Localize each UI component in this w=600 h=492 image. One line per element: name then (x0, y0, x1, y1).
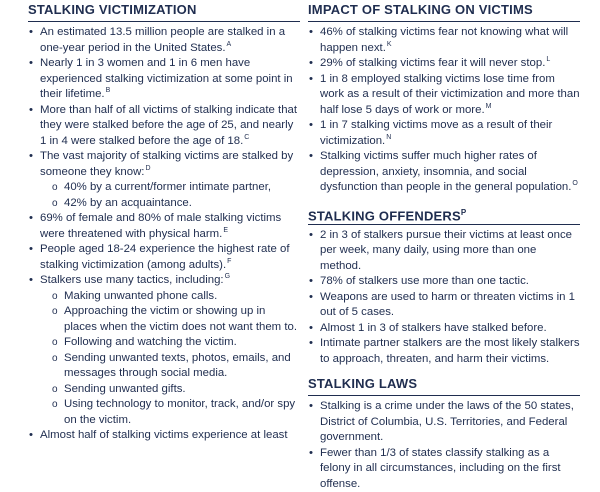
list-item: • 78% of stalkers use more than one tactic. (308, 274, 580, 290)
list-item: • Nearly 1 in 3 women and 1 in 6 men have experienced stalking victimization at some point in their lifetime.$^B$ (28, 56, 300, 103)
list-item: • 69% of female and 80% of male stalking victims were threatened with physical harm.$^E$ (28, 211, 300, 242)
list-item: • Stalking victims suffer much higher rates of depression, anxiety, insomnia, and social dysfunction than people in the general population.$^O$ (308, 149, 580, 196)
list-item: • More than half of all victims of stalking indicate that they were stalked before the age of 25, and nearly 1 in 4 were stalked before the age of 18.$^C$ (28, 103, 300, 150)
list-item: • Almost 1 in 3 of stalkers have stalked before. (308, 321, 580, 337)
known-relationship-sublist (40, 180, 300, 211)
list-item: • 29% of stalking victims fear it will never stop.$^L$ (308, 56, 580, 72)
laws-list (308, 399, 580, 492)
offenders-header (308, 203, 580, 225)
list-item: • 1 in 8 employed stalking victims lose time from work as a result of their victimization and more than half lose 5 days of work or more.$^M$ (308, 72, 580, 119)
offenders-title: STALKING $OFFENDERS^P$ (308, 203, 580, 225)
sub-list-item: o Approaching the victim or showing up in places when the victim does not want them to. (52, 304, 300, 335)
sub-list-item: o Following and watching the victim. (52, 335, 300, 351)
list-item: • Stalkers use many tactics, including:$^G$ o Making unwanted phone calls. o Approaching the victim or showing up in places when the victim does not want them to. o Following and watching the victim. o Sending unwanted texts, photos, emails, and messages through social media. o Sending unwanted gifts. o Using technology to monitor, track, and/or spy on the victim. (28, 273, 300, 428)
victimization-list (28, 25, 300, 444)
laws-header (308, 374, 580, 396)
list-item: • 2 in 3 of stalkers pursue their victims at least once per week, many daily, using more than one method. (308, 228, 580, 275)
offenders-list (308, 228, 580, 368)
victimization-title: STALKING VICTIMIZATION (28, 0, 300, 19)
right-column (308, 0, 580, 492)
list-item: • An estimated 13.5 million people are stalked in a one-year period in the United States.$^A$ (28, 25, 300, 56)
sub-list-item: o Making unwanted phone calls. (52, 289, 300, 305)
sub-list-item: o Sending unwanted gifts. (52, 382, 300, 398)
impact-header (308, 0, 580, 22)
list-item: • Fewer than 1/3 of states classify stalking as a felony in all circumstances, including on the first offense. (308, 446, 580, 492)
sub-list-item: o 40% by a current/former intimate partner, (52, 180, 300, 196)
list-item: • People aged 18-24 experience the highest rate of stalking victimization (among adults).$^F$ (28, 242, 300, 273)
sub-list-item: o 42% by an acquaintance. (52, 196, 300, 212)
list-item: • Stalking is a crime under the laws of the 50 states, District of Columbia, U.S. Territories, and Federal government. (308, 399, 580, 446)
list-item: • 1 in 7 stalking victims move as a result of their victimization.$^N$ (308, 118, 580, 149)
victimization-header (28, 0, 300, 22)
left-column (28, 0, 300, 444)
impact-title: IMPACT OF STALKING ON VICTIMS (308, 0, 580, 19)
tactics-sublist (40, 289, 300, 429)
list-item: • The vast majority of stalking victims are stalked by someone they know:$^D$ o 40% by a current/former intimate partner, o 42% by an acquaintance. (28, 149, 300, 211)
list-item: • 46% of stalking victims fear not knowing what will happen next.$^K$ (308, 25, 580, 56)
laws-title: STALKING LAWS (308, 374, 580, 393)
sub-list-item: o Sending unwanted texts, photos, emails, and messages through social media. (52, 351, 300, 382)
list-item: • Weapons are used to harm or threaten victims in 1 out of 5 cases. (308, 290, 580, 321)
list-item: • Almost half of stalking victims experience at least (28, 428, 300, 444)
list-item: • Intimate partner stalkers are the most likely stalkers to approach, threaten, and harm their victims. (308, 336, 580, 367)
impact-list (308, 25, 580, 196)
sub-list-item: o Using technology to monitor, track, and/or spy on the victim. (52, 397, 300, 428)
